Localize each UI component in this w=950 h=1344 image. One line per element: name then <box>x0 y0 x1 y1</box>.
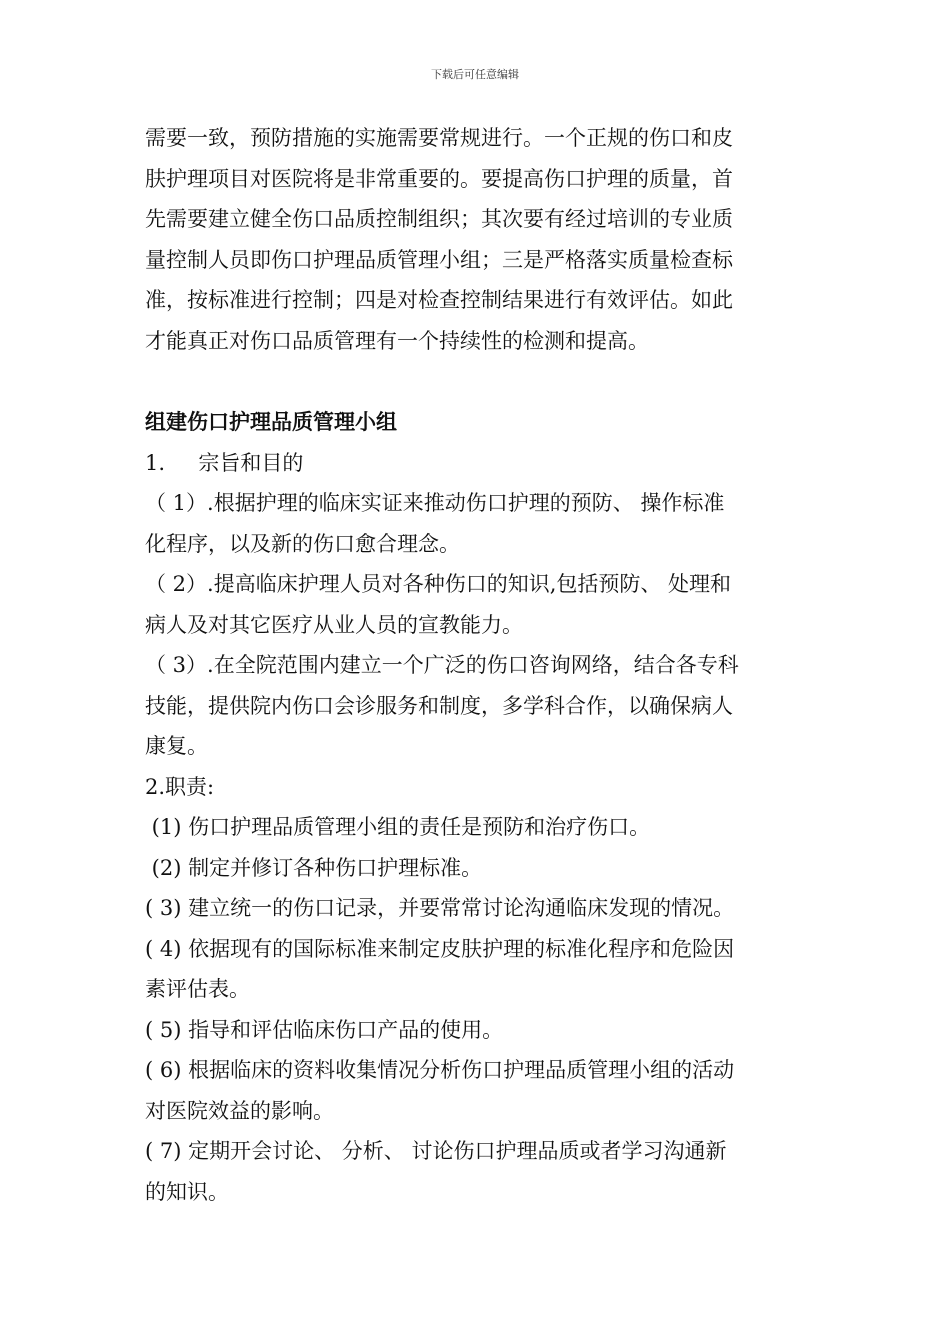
text-line: 病人及对其它医疗从业人员的宣教能力。 <box>145 612 523 637</box>
text-line: 对医院效益的影响。 <box>145 1098 334 1123</box>
text-line: 量控制人员即伤口护理品质管理小组；三是严格落实质量检查标 <box>145 247 733 272</box>
text-line: 素评估表。 <box>145 977 250 1001</box>
text-line: （ 3）.在全院范围内建立一个广泛的伤口咨询网络，结合各专科 <box>145 653 739 677</box>
section-title: 组建伤口护理品质管理小组 <box>145 409 397 434</box>
text-line: ( 5) 指导和评估临床伤口产品的使用。 <box>145 1017 504 1042</box>
text-line: ( 4) 依据现有的国际标准来制定皮肤护理的标准化程序和危险因 <box>145 936 735 961</box>
text-line: 需要一致，预防措施的实施需要常规进行。一个正规的伤口和皮 <box>145 126 733 150</box>
text-line: 化程序，以及新的伤口愈合理念。 <box>145 531 460 556</box>
intro-paragraph <box>145 118 810 361</box>
text-line: 先需要建立健全伤口品质控制组织；其次要有经过培训的专业质 <box>145 207 733 231</box>
document-body <box>145 118 810 1212</box>
text-line: 准，按标准进行控制；四是对检查控制结果进行有效评估。如此 <box>145 288 733 312</box>
text-line: 康复。 <box>145 734 208 758</box>
text-line: ( 6) 根据临床的资料收集情况分析伤口护理品质管理小组的活动 <box>145 1058 735 1082</box>
section-body <box>145 443 810 1213</box>
text-line: 肤护理项目对医院将是非常重要的。要提高伤口护理的质量，首 <box>145 166 733 191</box>
text-line: 1. 宗旨和目的 <box>145 450 304 475</box>
text-line: 才能真正对伤口品质管理有一个持续性的检测和提高。 <box>145 328 649 353</box>
text-line: (1) 伤口护理品质管理小组的责任是预防和治疗伤口。 <box>145 815 651 839</box>
text-line: 技能，提供院内伤口会诊服务和制度，多学科合作，以确保病人 <box>145 693 733 718</box>
text-line: ( 3) 建立统一的伤口记录，并要常常讨论沟通临床发现的情况。 <box>145 896 735 920</box>
text-line: 2.职责: <box>145 774 215 799</box>
text-line: (2) 制定并修订各种伤口护理标准。 <box>145 855 483 880</box>
page-header: 下载后可任意编辑 <box>431 68 519 81</box>
text-line: 的知识。 <box>145 1179 229 1204</box>
text-line: （ 1）.根据护理的临床实证来推动伤口护理的预防、 操作标准 <box>145 491 725 515</box>
text-line: ( 7) 定期开会讨论、 分析、 讨论伤口护理品质或者学习沟通新 <box>145 1139 727 1163</box>
text-line: （ 2）.提高临床护理人员对各种伤口的知识,包括预防、 处理和 <box>145 572 732 596</box>
